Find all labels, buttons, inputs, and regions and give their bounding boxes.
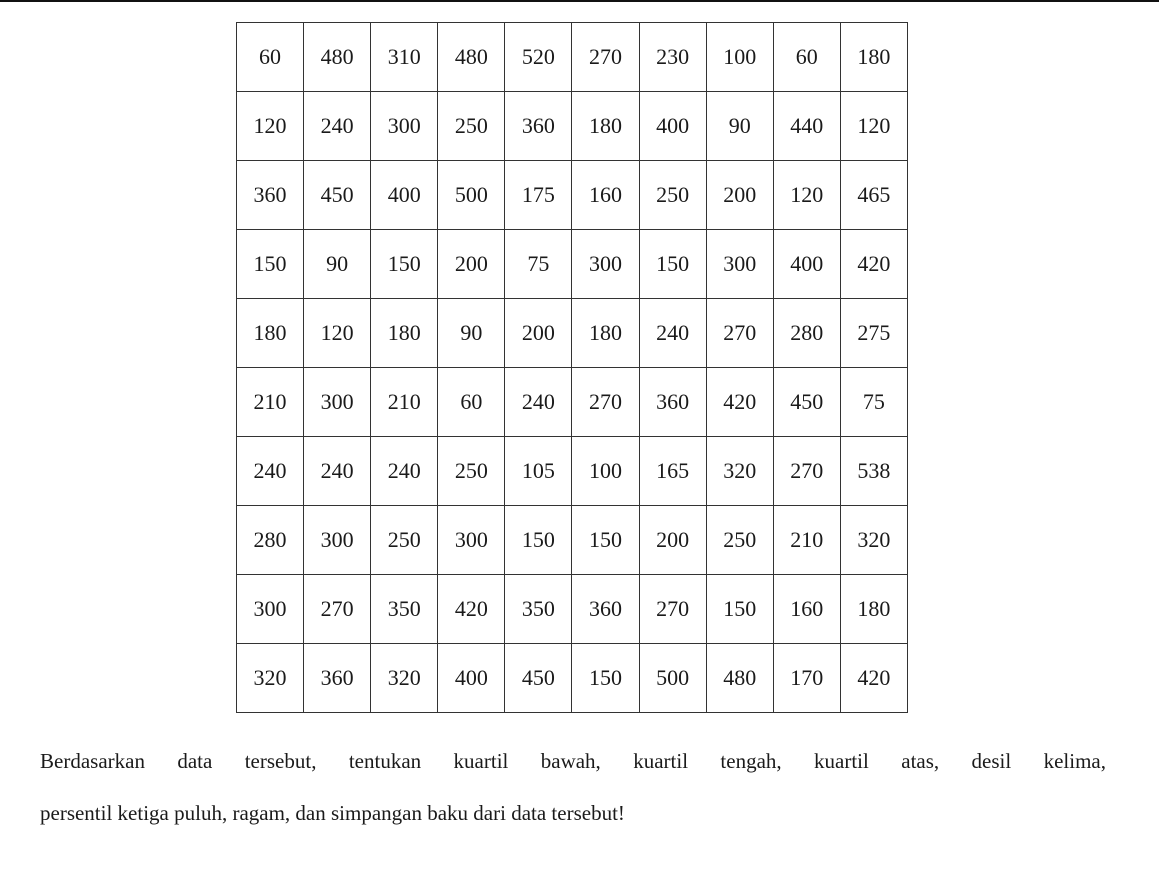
- table-cell: 160: [773, 575, 840, 644]
- table-cell: 450: [505, 644, 572, 713]
- table-cell: 520: [505, 23, 572, 92]
- table-row: [237, 299, 908, 368]
- table-cell: 270: [572, 23, 639, 92]
- table-cell: 300: [371, 92, 438, 161]
- table-cell: 240: [371, 437, 438, 506]
- table-cell: 250: [706, 506, 773, 575]
- table-cell: 275: [840, 299, 907, 368]
- table-cell: 200: [706, 161, 773, 230]
- question-line-2: persentil ketiga puluh, ragam, dan simpangan baku dari data tersebut!: [40, 801, 625, 825]
- table-cell: 300: [572, 230, 639, 299]
- table-cell: 200: [505, 299, 572, 368]
- table-cell: 120: [773, 161, 840, 230]
- table-cell: 300: [706, 230, 773, 299]
- table-cell: 360: [572, 575, 639, 644]
- table-cell: 150: [572, 506, 639, 575]
- table-cell: 90: [706, 92, 773, 161]
- table-cell: 420: [438, 575, 505, 644]
- table-cell: 280: [773, 299, 840, 368]
- table-cell: 150: [237, 230, 304, 299]
- table-cell: 180: [840, 23, 907, 92]
- data-table: [236, 22, 908, 713]
- table-row: [237, 92, 908, 161]
- question-text: [40, 735, 1140, 839]
- table-cell: 75: [505, 230, 572, 299]
- table-cell: 75: [840, 368, 907, 437]
- table-cell: 420: [840, 644, 907, 713]
- table-cell: 400: [371, 161, 438, 230]
- table-cell: 240: [639, 299, 706, 368]
- table-cell: 120: [237, 92, 304, 161]
- table-cell: 240: [304, 92, 371, 161]
- table-cell: 360: [304, 644, 371, 713]
- table-cell: 480: [438, 23, 505, 92]
- table-cell: 240: [505, 368, 572, 437]
- table-cell: 400: [438, 644, 505, 713]
- table-cell: 180: [572, 299, 639, 368]
- table-cell: 100: [706, 23, 773, 92]
- table-cell: 180: [572, 92, 639, 161]
- table-cell: 105: [505, 437, 572, 506]
- table-row: [237, 437, 908, 506]
- table-cell: 200: [639, 506, 706, 575]
- table-cell: 200: [438, 230, 505, 299]
- table-cell: 180: [371, 299, 438, 368]
- table-row: [237, 230, 908, 299]
- table-cell: 320: [840, 506, 907, 575]
- table-cell: 180: [237, 299, 304, 368]
- table-cell: 150: [706, 575, 773, 644]
- table-cell: 60: [773, 23, 840, 92]
- table-cell: 440: [773, 92, 840, 161]
- table-cell: 350: [505, 575, 572, 644]
- table-cell: 150: [505, 506, 572, 575]
- table-cell: 300: [304, 368, 371, 437]
- table-cell: 300: [438, 506, 505, 575]
- table-cell: 270: [304, 575, 371, 644]
- table-row: [237, 575, 908, 644]
- table-cell: 538: [840, 437, 907, 506]
- table-row: [237, 644, 908, 713]
- table-cell: 230: [639, 23, 706, 92]
- table-cell: 210: [773, 506, 840, 575]
- table-row: [237, 161, 908, 230]
- table-cell: 150: [572, 644, 639, 713]
- table-cell: 150: [639, 230, 706, 299]
- table-cell: 250: [438, 437, 505, 506]
- table-cell: 420: [840, 230, 907, 299]
- table-cell: 250: [371, 506, 438, 575]
- table-cell: 270: [572, 368, 639, 437]
- table-cell: 350: [371, 575, 438, 644]
- table-cell: 400: [773, 230, 840, 299]
- table-cell: 320: [237, 644, 304, 713]
- table-cell: 270: [773, 437, 840, 506]
- table-cell: 240: [237, 437, 304, 506]
- table-cell: 320: [706, 437, 773, 506]
- table-cell: 360: [505, 92, 572, 161]
- table-row: [237, 23, 908, 92]
- table-cell: 60: [237, 23, 304, 92]
- table-cell: 420: [706, 368, 773, 437]
- table-cell: 160: [572, 161, 639, 230]
- table-cell: 360: [639, 368, 706, 437]
- table-cell: 170: [773, 644, 840, 713]
- table-cell: 90: [438, 299, 505, 368]
- table-cell: 400: [639, 92, 706, 161]
- table-cell: 320: [371, 644, 438, 713]
- table-cell: 450: [773, 368, 840, 437]
- table-cell: 240: [304, 437, 371, 506]
- data-table-body: [237, 23, 908, 713]
- table-cell: 300: [304, 506, 371, 575]
- table-cell: 480: [706, 644, 773, 713]
- table-cell: 165: [639, 437, 706, 506]
- table-row: [237, 506, 908, 575]
- table-cell: 360: [237, 161, 304, 230]
- table-cell: 120: [840, 92, 907, 161]
- table-cell: 210: [237, 368, 304, 437]
- table-cell: 270: [706, 299, 773, 368]
- table-cell: 150: [371, 230, 438, 299]
- table-cell: 210: [371, 368, 438, 437]
- table-cell: 250: [639, 161, 706, 230]
- top-border-line: [0, 0, 1159, 2]
- table-cell: 60: [438, 368, 505, 437]
- table-row: [237, 368, 908, 437]
- table-cell: 180: [840, 575, 907, 644]
- table-cell: 500: [438, 161, 505, 230]
- table-cell: 90: [304, 230, 371, 299]
- table-cell: 450: [304, 161, 371, 230]
- table-cell: 270: [639, 575, 706, 644]
- table-cell: 100: [572, 437, 639, 506]
- table-cell: 120: [304, 299, 371, 368]
- table-cell: 310: [371, 23, 438, 92]
- table-cell: 500: [639, 644, 706, 713]
- table-cell: 300: [237, 575, 304, 644]
- table-cell: 280: [237, 506, 304, 575]
- table-cell: 175: [505, 161, 572, 230]
- table-cell: 480: [304, 23, 371, 92]
- question-line-1: Berdasarkan data tersebut, tentukan kuartil bawah, kuartil tengah, kuartil atas, desil kelima,: [40, 749, 1106, 773]
- table-cell: 465: [840, 161, 907, 230]
- table-cell: 250: [438, 92, 505, 161]
